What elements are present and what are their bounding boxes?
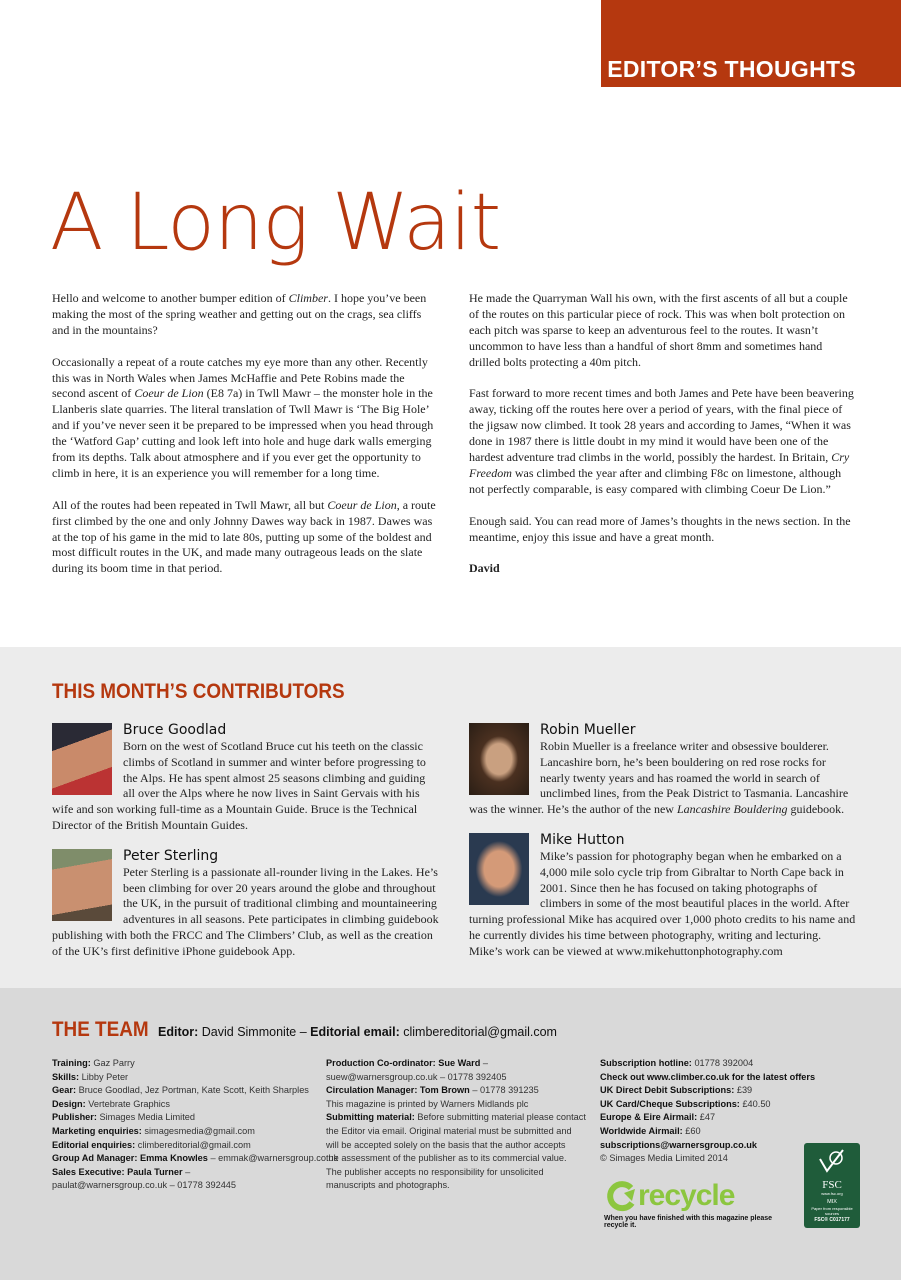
team-line-value: manuscripts and photographs. bbox=[326, 1180, 450, 1191]
contributor-peter-sterling bbox=[52, 848, 440, 960]
team-line-label: Circulation Manager: Tom Brown bbox=[326, 1085, 470, 1096]
team-line-value: Libby Peter bbox=[81, 1071, 129, 1082]
team-line-value: 01778 392004 bbox=[694, 1058, 754, 1068]
section-tag: EDITOR’S THOUGHTS bbox=[601, 0, 901, 87]
team-section bbox=[0, 988, 901, 1280]
text-run: Born on the west of Scotland Bruce cut his teeth on the classic climbs of Scotland in summer and winter before progressing to the Alps. He has spent almost 25 seasons climbing and guiding all over the Alps where he now lives in Saint Gervais with his wife and son working full-time as a Mountain Guide. Bruce is the Technical Director of the British Mountain Guides. bbox=[52, 739, 426, 832]
team-line bbox=[52, 1071, 338, 1085]
team-line-value: will be accepted solely on the basis that the author accepts bbox=[326, 1139, 566, 1150]
paragraph bbox=[469, 386, 856, 497]
text-run: He made the Quarryman Wall his own, with the first ascents of all but a couple of the routes on this particular piece of rock. This was when bolt protection on each pitch was sparse to keep an adventurous feel to the routes. It wasn’t uncommon to have less than a handful of short 8mm and sometimes hand drilled bolts protecting a 40m pitch. bbox=[469, 291, 848, 369]
italic-text: Lancashire Bouldering bbox=[676, 802, 788, 817]
team-line bbox=[326, 1111, 586, 1125]
team-line bbox=[326, 1057, 586, 1071]
recycle-logo bbox=[604, 1179, 794, 1229]
text-run: (E8 7a) in Twll Mawr – the monster hole in the Llanberis slate quarries. The literal translation of Twll Mawr is ‘The Big Hole’ and if you’ve never seen it be prepared to be impressed when you head through the ‘Watford Gap’ cutting and look left into hole and huge dark walls emerging from its depths. Talk about atmosphere and if you ever get the opportunity to climb in here, it is an experience you will remember for a long time. bbox=[52, 386, 434, 480]
team-line bbox=[52, 1111, 338, 1125]
team-heading: THE TEAM bbox=[52, 1018, 149, 1041]
italic-text: Cry Freedom bbox=[469, 450, 850, 480]
team-line bbox=[52, 1125, 338, 1139]
team-line-value: Simages Media Limited bbox=[99, 1112, 195, 1123]
team-line-value: climbereditorial@gmail.com bbox=[137, 1139, 251, 1150]
team-line-value: the assessment of the publisher as to its commercial value. bbox=[326, 1153, 567, 1164]
recycle-arrow-icon bbox=[604, 1179, 638, 1213]
text-run: All of the routes had been repeated in Twll Mawr, all but bbox=[52, 497, 328, 512]
team-line bbox=[600, 1098, 815, 1112]
text-run: was climbed the year after and climbing F8c on limestone, although not perfectly comparable, is easy compared with climbing Coeur De Lion.” bbox=[469, 465, 842, 496]
article-column-left bbox=[52, 291, 439, 593]
team-line-label: UK Direct Debit Subscriptions: bbox=[600, 1085, 735, 1096]
team-line-label: subscriptions@warnersgroup.co.uk bbox=[600, 1139, 758, 1150]
team-line-label: Marketing enquiries: bbox=[52, 1125, 142, 1136]
team-line-value: Gaz Parry bbox=[93, 1058, 135, 1068]
text-run: Hello and welcome to another bumper edition of bbox=[52, 291, 289, 305]
text-run: . I hope you’ve been making the most of the spring weather and getting out on the crags, sea cliffs and in the mountains? bbox=[52, 291, 427, 337]
team-line bbox=[600, 1125, 815, 1139]
text-run: Occasionally a repeat of a route catches my eye more than any other. Recently this was in North Wales when James McHaffie and Pete Robins made the second ascent of bbox=[52, 354, 428, 401]
team-line-label: UK Card/Cheque Subscriptions: bbox=[600, 1098, 740, 1109]
article-title: A Long Wait bbox=[50, 178, 501, 268]
text-run: Enough said. You can read more of James’s thoughts in the news section. In the meantime, enjoy this issue and have a great month. bbox=[469, 513, 851, 544]
team-line bbox=[600, 1084, 815, 1098]
team-line bbox=[52, 1152, 338, 1166]
text-run: , a route first climbed by the one and only Johnny Dawes way back in 1987. Dawes was at the top of his game in the mid to late 80s, putting up some of the boldest and most difficult routes in the UK, and made many outrageous leads on the slate during its boom time in that period. bbox=[52, 497, 436, 576]
team-line bbox=[52, 1098, 338, 1112]
team-line-value: This magazine is printed by Warners Midlands plc bbox=[326, 1098, 529, 1109]
team-line-label: Sales Executive: Paula Turner bbox=[52, 1166, 183, 1177]
team-line bbox=[326, 1166, 586, 1180]
team-line-value: – 01778 391235 bbox=[472, 1085, 539, 1096]
team-line bbox=[600, 1152, 815, 1166]
recycle-word: recycle bbox=[638, 1179, 735, 1212]
contributor-robin-mueller bbox=[469, 722, 857, 818]
team-line bbox=[52, 1139, 338, 1153]
editor-line bbox=[158, 1025, 557, 1039]
recycle-note: When you have finished with this magazine please recycle it. bbox=[604, 1215, 773, 1229]
team-column-2 bbox=[326, 1057, 586, 1193]
text-run: Fast forward to more recent times and both James and Pete have been beavering away, ticking off the routes here over a period of years, with the final piece of the jigsaw now climbed. It took 28 years and according to James, “When it was done in 1987 there is little doubt in my mind it would have been one of the hardest adventure trad climbs in the world, possibly the hardest. In Britain, bbox=[469, 386, 854, 465]
fsc-logo bbox=[804, 1143, 860, 1228]
team-line bbox=[52, 1084, 338, 1098]
contributor-name: Robin Mueller bbox=[540, 722, 636, 738]
paragraph bbox=[52, 291, 439, 339]
contributor-photo bbox=[52, 849, 112, 921]
contributors-column-left bbox=[52, 722, 440, 974]
signature: David bbox=[469, 561, 500, 576]
team-column-3 bbox=[600, 1057, 815, 1166]
text-run: Robin Mueller is a freelance writer and obsessive boulderer. Lancashire born, he’s been bouldering on red rose rocks for nearly twenty years and has roamed the world in search of unclimbed lines, from the Peak District to Tasmania. Lancashire was the winner. He’s the author of the new bbox=[469, 739, 849, 817]
team-line-value: – bbox=[185, 1166, 191, 1177]
team-line bbox=[326, 1125, 586, 1139]
editor-email: climbereditorial@gmail.com bbox=[403, 1025, 557, 1039]
right-paragraphs bbox=[469, 291, 856, 545]
team-line-value: £40.50 bbox=[742, 1098, 771, 1109]
team-line-value: Vertebrate Graphics bbox=[88, 1098, 170, 1109]
team-line-value: the Editor via email. Original material must be submitted and bbox=[326, 1125, 572, 1136]
team-line bbox=[326, 1098, 586, 1112]
contributor-name: Mike Hutton bbox=[540, 831, 625, 848]
team-line-label: Production Co-ordinator: Sue Ward bbox=[326, 1058, 481, 1068]
team-line bbox=[52, 1179, 338, 1193]
team-line-label: Editorial enquiries: bbox=[52, 1139, 136, 1150]
team-line bbox=[600, 1139, 815, 1153]
team-line-value: suew@warnersgroup.co.uk – 01778 392405 bbox=[326, 1071, 507, 1082]
team-line bbox=[52, 1166, 338, 1180]
team-line-label: Europe & Eire Airmail: bbox=[600, 1112, 698, 1123]
italic-text: Climber bbox=[288, 291, 328, 305]
fsc-tree-icon bbox=[817, 1147, 847, 1175]
team-line-value: © Simages Media Limited 2014 bbox=[600, 1153, 728, 1164]
team-line-label: Group Ad Manager: Emma Knowles bbox=[52, 1153, 208, 1164]
team-line-value: £39 bbox=[736, 1085, 753, 1096]
fsc-text: FSC bbox=[822, 1179, 842, 1191]
team-line bbox=[326, 1152, 586, 1166]
fsc-mix: MIX bbox=[827, 1199, 837, 1205]
team-line bbox=[600, 1071, 815, 1085]
contributor-photo bbox=[52, 723, 112, 795]
team-line-value: The publisher accepts no responsibility for unsolicited bbox=[326, 1166, 544, 1177]
text-run: Mike’s passion for photography began when he embarked on a 4,000 mile solo cycle trip from Gibraltar to North Cape back in 2001. Since then he has focused on taking photographs of climbers in some of the most beautiful places in the world. After turning professional Mike has acquired over 1,000 photo credits to his name and he currently divides his time between photography, writing and lecturing. Mike’s work can be viewed at www.mikehuttonphotography.com bbox=[469, 848, 856, 958]
editor-label: Editor: bbox=[158, 1025, 199, 1039]
team-line-value: simagesmedia@gmail.com bbox=[144, 1125, 255, 1136]
text-run: Peter Sterling is a passionate all-rounder living in the Lakes. He’s been climbing for over 20 years around the globe and throughout the UK, in the pursuit of traditional climbing and mountaineering adventures in all seasons. Pete participates in climbing guidebook publishing with both the FRCC and The Climbers’ Club, as well as the creation of the UK’s first definitive iPhone guidebook App. bbox=[52, 864, 439, 958]
paragraph bbox=[469, 291, 856, 371]
contributor-name: Peter Sterling bbox=[123, 847, 219, 864]
team-line-value: – bbox=[482, 1058, 488, 1068]
contributors-column-right bbox=[469, 722, 857, 974]
fsc-code: FSC® C017177 bbox=[814, 1217, 850, 1223]
team-line-value: £60 bbox=[685, 1125, 701, 1136]
team-line-label: Submitting material: bbox=[326, 1112, 415, 1123]
team-line bbox=[326, 1179, 586, 1193]
contributor-photo bbox=[469, 723, 529, 795]
team-line-value: – emmak@warnersgroup.co.uk bbox=[210, 1153, 339, 1164]
contributors-heading: THIS MONTH’S CONTRIBUTORS bbox=[52, 680, 345, 703]
paragraph bbox=[469, 514, 856, 546]
fsc-paper: Paper from responsible sources bbox=[811, 1206, 853, 1216]
paragraph bbox=[52, 498, 439, 578]
team-line bbox=[600, 1057, 815, 1071]
team-line bbox=[326, 1084, 586, 1098]
fsc-site: www.fsc.org bbox=[821, 1191, 843, 1196]
contributor-mike-hutton bbox=[469, 832, 857, 960]
team-line-label: Gear: bbox=[52, 1085, 77, 1096]
contributor-name: Bruce Goodlad bbox=[123, 722, 227, 738]
italic-text: Coeur de Lion bbox=[327, 497, 397, 512]
email-label: Editorial email: bbox=[310, 1025, 400, 1039]
team-line-label: Design: bbox=[52, 1098, 86, 1109]
editor-name: David Simmonite – bbox=[201, 1025, 307, 1039]
team-line-label: Training: bbox=[52, 1058, 91, 1068]
article-column-right bbox=[469, 291, 856, 577]
team-line-label: Publisher: bbox=[52, 1112, 97, 1123]
team-line bbox=[326, 1139, 586, 1153]
team-line-label: Check out www.climber.co.uk for the latest offers bbox=[600, 1071, 816, 1082]
text-run: guidebook. bbox=[787, 802, 845, 817]
contributor-photo bbox=[469, 833, 529, 905]
team-line-value: paulat@warnersgroup.co.uk – 01778 392445 bbox=[52, 1180, 237, 1191]
team-line-value: Bruce Goodlad, Jez Portman, Kate Scott, Keith Sharples bbox=[78, 1085, 309, 1096]
contributor-bruce-goodlad bbox=[52, 722, 440, 834]
team-line-value: £47 bbox=[699, 1112, 716, 1123]
italic-text: Coeur de Lion bbox=[134, 386, 204, 401]
team-line bbox=[52, 1057, 338, 1071]
contributors-section bbox=[0, 647, 901, 988]
team-line-label: Worldwide Airmail: bbox=[600, 1125, 683, 1136]
team-line-label: Subscription hotline: bbox=[600, 1058, 692, 1068]
team-line-label: Skills: bbox=[52, 1071, 80, 1082]
paragraph bbox=[52, 355, 439, 482]
team-line bbox=[600, 1111, 815, 1125]
team-line bbox=[326, 1071, 586, 1085]
team-line-value: Before submitting material please contact bbox=[417, 1112, 586, 1123]
team-column-1 bbox=[52, 1057, 338, 1193]
